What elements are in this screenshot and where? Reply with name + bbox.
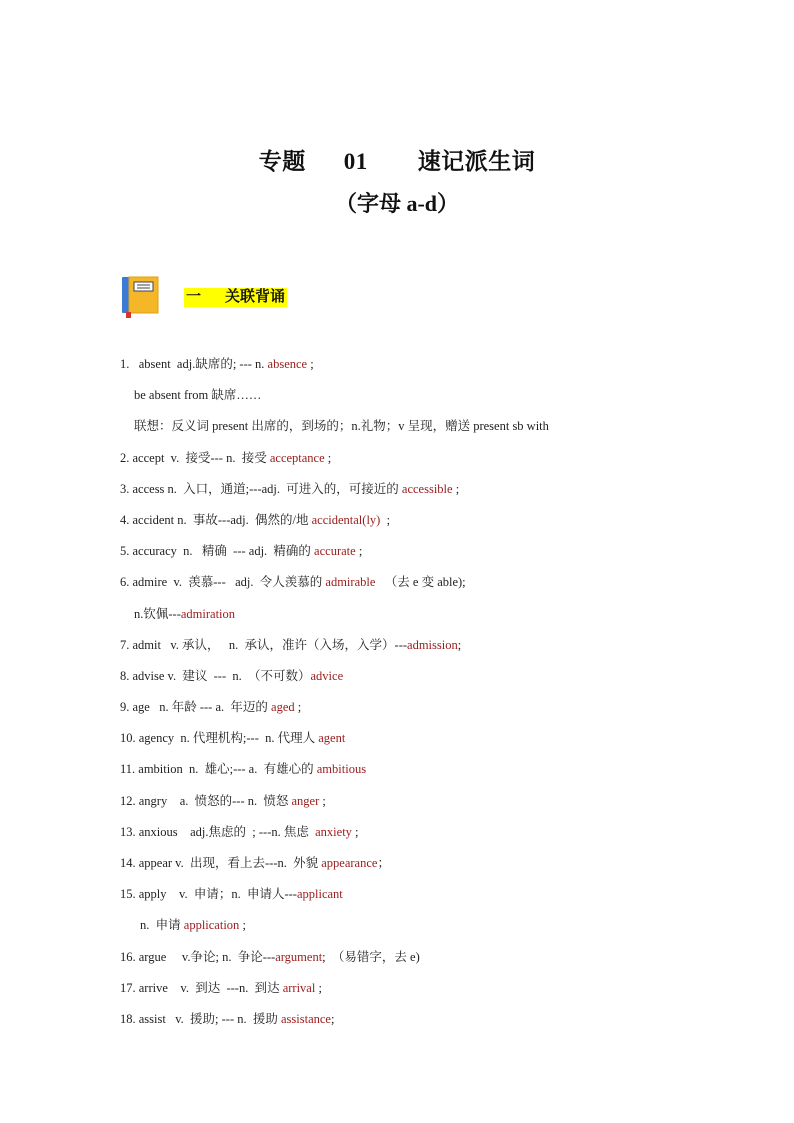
- entry-text: ;: [452, 481, 460, 496]
- entry-text: 14. appear v. 出现，看上去---n. 外貌: [120, 856, 322, 870]
- derived-word: acceptance: [269, 450, 325, 465]
- entry-text: n. 申请: [140, 918, 184, 933]
- entry-text: 10. agency n. 代理机构;--- n. 代理人: [120, 731, 319, 746]
- derived-word: arrival: [282, 980, 316, 995]
- derived-word: appearance: [321, 856, 378, 870]
- entry-text: 13. anxious adj.焦虑的 ; ---n. 焦虑: [120, 824, 316, 839]
- section-label: [184, 288, 287, 307]
- entry-text: 15. apply v. 申请；n. 申请人---: [120, 887, 297, 902]
- derived-word: agent: [318, 731, 346, 746]
- derived-word: assistance: [281, 1011, 331, 1026]
- entry-text: ;: [239, 918, 246, 933]
- derived-word: admission: [407, 637, 458, 652]
- title-part-name: 速记派生词: [417, 149, 536, 174]
- entry-text: ;: [319, 793, 326, 808]
- entry-text: ;: [315, 980, 322, 995]
- vocab-line: [120, 661, 740, 692]
- vocab-line: [120, 536, 740, 567]
- section-heading: [120, 276, 287, 318]
- vocab-line: [120, 817, 740, 848]
- vocab-line: [120, 599, 740, 630]
- page-subtitle: （字母 a-d）: [334, 191, 460, 216]
- vocab-line: [120, 567, 740, 598]
- vocab-line: [120, 505, 740, 536]
- entry-text: be absent from 缺席……: [134, 388, 262, 403]
- entry-text: 3. access n. 入口，通道;---adj. 可进入的，可接近的: [120, 481, 402, 496]
- vocab-line: [120, 349, 740, 380]
- vocab-line: [120, 879, 740, 910]
- derived-word: accessible: [401, 481, 453, 496]
- vocabulary-list: [120, 349, 740, 1035]
- entry-text: 12. angry a. 愤怒的--- n. 愤怒: [120, 793, 292, 808]
- vocab-line: [120, 380, 740, 411]
- vocab-line: [120, 973, 740, 1004]
- vocab-line: [120, 411, 740, 442]
- derived-word: accurate: [314, 544, 356, 559]
- derived-word: accidental(ly): [311, 512, 381, 527]
- entry-text: ;: [457, 637, 462, 652]
- vocab-line: [120, 1004, 740, 1035]
- entry-text: 2. accept v. 接受--- n. 接受: [120, 450, 270, 465]
- entry-text: 8. advise v. 建议 --- n. （不可数）: [120, 668, 311, 683]
- derived-word: admiration: [180, 606, 236, 621]
- vocab-line: [120, 848, 740, 879]
- entry-text: ;: [307, 357, 314, 371]
- title-part-number: 01: [343, 149, 368, 174]
- entry-text: 7. admit v. 承认， n. 承认，准许（入场，入学）---: [120, 637, 408, 652]
- entry-text: n.钦佩---: [134, 606, 181, 621]
- entry-text: 5. accuracy n. 精确 --- adj. 精确的: [120, 544, 315, 559]
- entry-text: 4. accident n. 事故---adj. 偶然的/地: [120, 512, 312, 527]
- derived-word: admirable: [325, 575, 376, 590]
- entry-text: 联想：反义词 present 出席的，到场的；n.礼物；v 呈现，赠送 present sb with: [134, 419, 549, 434]
- entry-text: ;: [355, 544, 363, 559]
- entry-text: ；: [377, 856, 390, 870]
- vocab-line: [120, 786, 740, 817]
- vocab-line: [120, 910, 740, 941]
- vocab-line: [120, 754, 740, 785]
- vocab-line: [120, 692, 740, 723]
- derived-word: anger: [291, 793, 320, 808]
- derived-word: anxiety: [315, 824, 352, 839]
- vocab-line: [120, 942, 740, 973]
- derived-word: absence: [267, 357, 308, 371]
- entry-text: 18. assist v. 援助; --- n. 援助: [120, 1011, 281, 1026]
- derived-word: advice: [310, 668, 344, 683]
- entry-text: （去 e 变 able);: [375, 575, 466, 590]
- entry-text: 6. admire v. 羡慕--- adj. 令人羡慕的: [120, 575, 326, 590]
- entry-text: ;: [294, 700, 302, 715]
- entry-text: 1. absent adj.缺席的; --- n.: [120, 357, 268, 371]
- vocab-line: [120, 630, 740, 661]
- entry-text: ;: [330, 1011, 335, 1026]
- vocab-line: [120, 723, 740, 754]
- title-part-topic: 专题: [258, 149, 306, 174]
- entry-text: 16. argue v.争论; n. 争论---: [120, 949, 276, 964]
- entry-text: ; （易错字，去 e): [322, 949, 420, 964]
- entry-text: ;: [324, 450, 332, 465]
- derived-word: applicant: [296, 887, 343, 902]
- derived-word: application: [183, 918, 240, 933]
- entry-text: 17. arrive v. 到达 ---n. 到达: [120, 980, 283, 995]
- entry-text: 9. age n. 年龄 --- a. 年迈的: [120, 700, 272, 715]
- derived-word: aged: [271, 700, 295, 715]
- entry-text: ;: [351, 824, 359, 839]
- entry-text: ;: [380, 512, 391, 527]
- book-icon: [120, 276, 160, 318]
- derived-word: ambitious: [316, 762, 367, 777]
- derived-word: argument: [275, 949, 323, 964]
- vocab-line: [120, 443, 740, 474]
- entry-text: 11. ambition n. 雄心;--- a. 有雄心的: [120, 762, 317, 777]
- vocab-line: [120, 474, 740, 505]
- section-title: 关联背诵: [225, 288, 286, 305]
- page-title: [0, 143, 794, 176]
- section-number: 一: [186, 288, 202, 305]
